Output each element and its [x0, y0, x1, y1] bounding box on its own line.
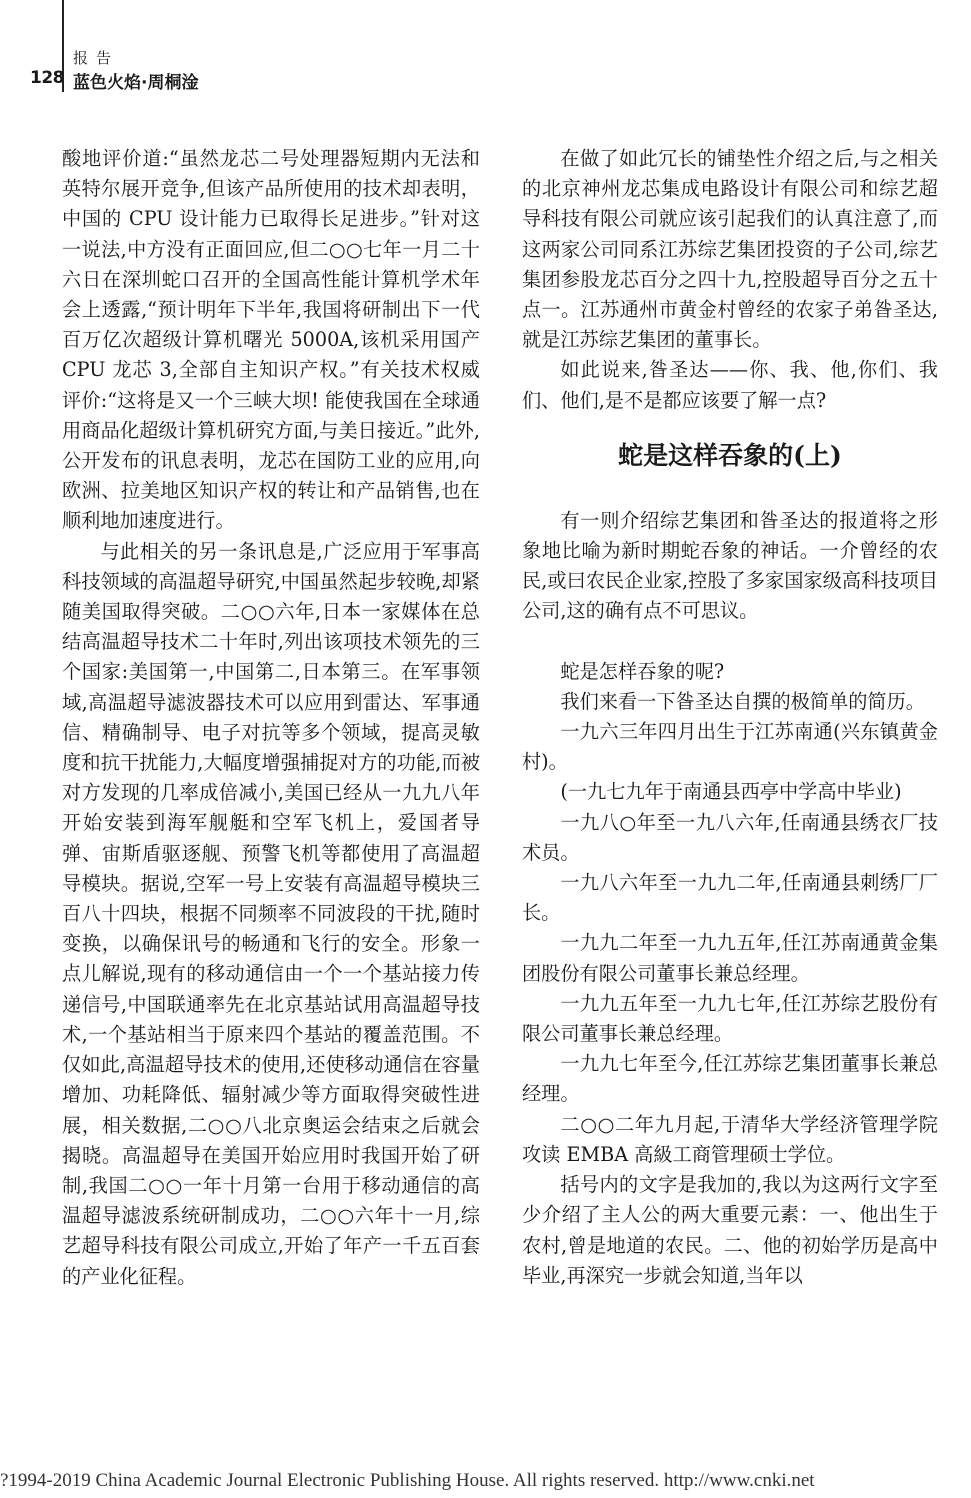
- right-column: [522, 144, 938, 1291]
- paragraph: 在做了如此冗长的铺垫性介绍之后,与之相关的北京神州龙芯集成电路设计有限公司和综艺超导科技有限公司就应该引起我们的认真注意了,而这两家公司同系江苏综艺集团投资的子公司,综艺集团参股龙芯百分之四十九,控股超导百分之五十点一。江苏通州市黄金村曾经的农家子弟昝圣达,就是江苏综艺集团的董事长。: [522, 147, 938, 352]
- page-number: 128: [30, 68, 64, 88]
- paragraph: 我们来看一下昝圣达自撰的极简单的简历。: [560, 689, 925, 713]
- paragraph: 一九八○年至一九八六年,任南通县绣衣厂技术员。: [522, 810, 938, 864]
- section-heading: 蛇是这样吞象的(上): [618, 440, 842, 470]
- paragraph: 酸地评价道:“虽然龙芯二号处理器短期内无法和英特尔展开竞争,但该产品所使用的技术却表明，中国的 CPU 设计能力已取得长足进步。”针对这一说法,中方没有正面回应,但二○○七年一月二十六日在深圳蛇口召开的全国高性能计算机学术年会上透露,“预计明年下半年,我国将研制出下一代百万亿次超级计算机曙光 5000A,该机采用国产 CPU 龙芯 3,全部自主知识产权。”有关技术权威评价:“这将是又一个三峡大坝! 能使我国在全球通用商品化超级计算机研究方面,与美日接近。”此外,公开发布的讯息表明，龙芯在国防工业的应用,向欧洲、拉美地区知识产权的转让和产品销售,也在顺利地加速度进行。: [62, 147, 480, 533]
- paragraph: 一九六三年四月出生于江苏南通(兴东镇黄金村)。: [522, 720, 938, 774]
- left-column: [62, 144, 480, 1292]
- copyright-footer: ?1994-2019 China Academic Journal Electronic Publishing House. All rights reserved. http://www.cnki.net: [0, 1470, 815, 1491]
- paragraph: 一九九二年至一九九五年,任江苏南通黄金集团股份有限公司董事长兼总经理。: [522, 931, 938, 985]
- paragraph: 一九九五年至一九九七年,任江苏综艺股份有限公司董事长兼总经理。: [522, 991, 938, 1046]
- paragraph: 括号内的文字是我加的,我以为这两行文字至少介绍了主人公的两大重要元素：一、他出生于农村,曾是地道的农民。二、他的初始学历是高中毕业,再深究一步就会知道,当年以: [522, 1173, 938, 1287]
- paragraph: 一九九七年至今,任江苏综艺集团董事长兼总经理。: [522, 1052, 938, 1106]
- paragraph: (一九七九年于南通县西亭中学高中毕业): [560, 780, 902, 804]
- paragraph: 二○○二年九月起,于清华大学经济管理学院攻读 EMBA 高級工商管理硕士学位。: [522, 1112, 938, 1166]
- paragraph: 有一则介绍综艺集团和昝圣达的报道将之形象地比喻为新时期蛇吞象的神话。一介曾经的农民,或曰农民企业家,控股了多家国家级高科技项目公司,这的确有点不可思议。: [522, 508, 938, 623]
- paragraph: 如此说来,昝圣达——你、我、他,你们、我们、他们,是不是都应该要了解一点?: [522, 358, 938, 412]
- paragraph: 与此相关的另一条讯息是,广泛应用于军事高科技领域的高温超导研究,中国虽然起步较晚,却紧随美国取得突破。二○○六年,日本一家媒体在总结高温超导技术二十年时,列出该项技术领先的三个国家:美国第一,中国第二,日本第三。在军事领域,高温超导滤波器技术可以应用到雷达、军事通信、精确制导、电子对抗等多个领域，提高灵敏度和抗干扰能力,大幅度增强捕捉对方的功能,而被对方发现的几率成倍减小,美国已经从一九九八年开始安装到海军舰艇和空军飞机上，爱国者导弹、宙斯盾驱逐舰、预警飞机等都使用了高温超导模块。据说,空军一号上安装有高温超导模块三百八十四块，根据不同频率不同波段的干扰,随时变换，以确保讯号的畅通和飞行的安全。形象一点儿解说,现有的移动通信由一个一个基站接力传递信号,中国联通率先在北京基站试用高温超导技术,一个基站相当于原来四个基站的覆盖范围。不仅如此,高温超导技术的使用,还使移动通信在容量增加、功耗降低、辐射减少等方面取得突破性进展，相关数据,二○○八北京奥运会结束之后就会揭晓。高温超导在美国开始应用时我国开始了研制,我国二○○一年十月第一台用于移动通信的高温超导滤波系统研制成功，二○○六年十一月,综艺超导科技有限公司成立,开始了年产一千五百套的产业化征程。: [62, 539, 480, 1288]
- paragraph: 蛇是怎样吞象的呢?: [560, 659, 725, 683]
- paragraph: 一九八六年至一九九二年,任南通县刺绣厂厂长。: [522, 871, 938, 925]
- running-title: 蓝色火焰·周桐淦: [73, 73, 199, 93]
- section-label: 报告: [73, 49, 120, 67]
